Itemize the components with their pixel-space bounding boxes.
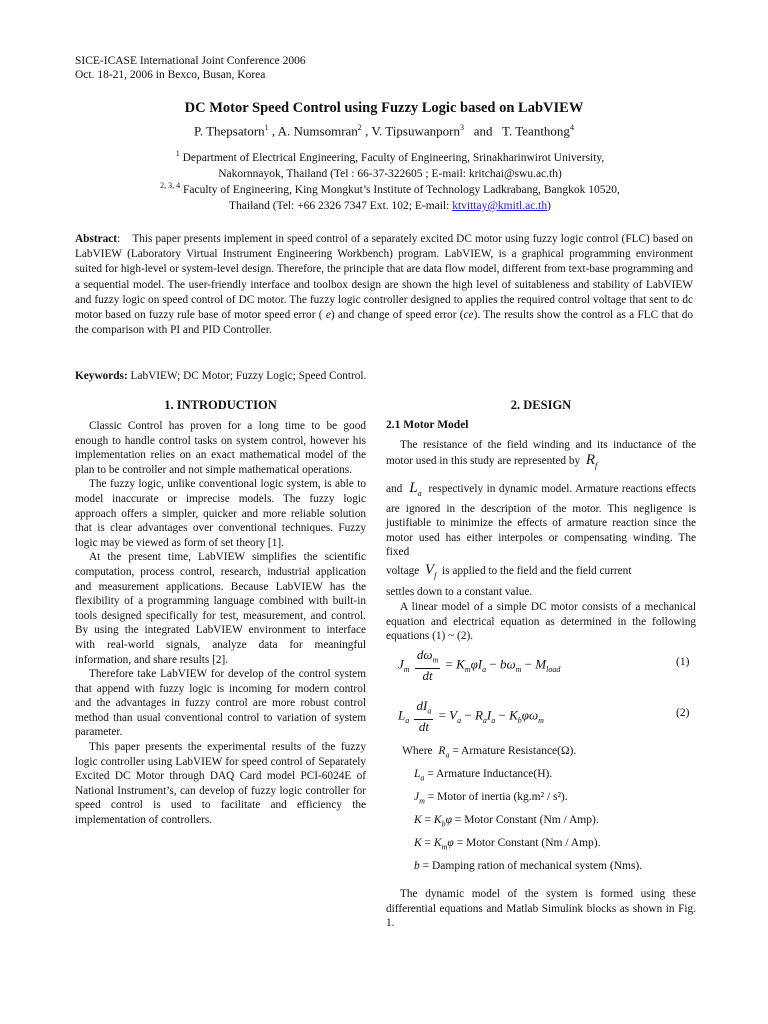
symbol-la: $L_a$ bbox=[409, 480, 422, 498]
equation-2: $L_a$ $\frac{dI_a}{dt}$ = $V_a - R_aI_a - K_b\varphi\omega_m$ bbox=[398, 698, 544, 734]
affiliation-1 bbox=[110, 146, 670, 182]
equation-2-number: (2) bbox=[676, 707, 690, 719]
conference-line-1: SICE-ICASE International Joint Conference 2006 bbox=[75, 55, 306, 67]
subsection-motor-model: 2.1 Motor Model bbox=[386, 419, 469, 431]
design-text-2 bbox=[386, 481, 696, 560]
design-text-4: settles down to a constant value. bbox=[386, 586, 533, 598]
where-6-unit: (Nms) bbox=[609, 860, 640, 872]
intro-heading: 1. INTRODUCTION bbox=[164, 398, 277, 412]
affiliation-2-line-2: Thailand (Tel: +66 2326 7347 Ext. 102; E-mail: bbox=[229, 199, 453, 212]
equation-1-number: (1) bbox=[676, 656, 690, 668]
email-link[interactable]: ktvittay@kmitl.ac.th bbox=[452, 199, 548, 212]
keywords-text: LabVIEW; DC Motor; Fuzzy Logic; Speed Control. bbox=[130, 370, 367, 382]
design-text-1-body: The resistance of the field winding and its inductance of the motor used in this study are represented by bbox=[386, 439, 696, 467]
affiliation-2-line-1: Faculty of Engineering, King Mongkut’s Institute of Technology Ladkrabang, Bangkok 10520, bbox=[183, 183, 620, 196]
design-text-1 bbox=[386, 438, 696, 473]
where-line-4: $K = K_b\varphi$ = Motor Constant (Nm / Amp). bbox=[414, 814, 599, 829]
affiliation-2-close: ) bbox=[547, 199, 551, 212]
affiliation-1-line-1: Department of Electrical Engineering, Faculty of Engineering, Srinakharinwirot University, bbox=[182, 151, 605, 164]
author-3: V. Tipsuwanporn bbox=[371, 123, 460, 139]
affiliation-2 bbox=[110, 178, 670, 214]
design-text-3 bbox=[386, 563, 696, 584]
keywords-label: Keywords: bbox=[75, 370, 128, 382]
intro-paragraph-3: At the present time, LabVIEW simplifies the scientific computation, process control, research, industrial application and measurement applications. Because LabVIEW has the flexibility of a programming language combined with built-in tools designed specifically for test, measurement, and control. By using the integrated LabVIEW environment to interface with real-world signals, analyze data for meaningful information, and share results [2]. bbox=[75, 551, 366, 666]
paper-title: DC Motor Speed Control using Fuzzy Logic based on LabVIEW bbox=[184, 100, 584, 116]
author-list: P. Thepsatorn$^1$ , A. Numsomran$^2$ , V. Tipsuwanporn$^3$ and T. Teanthong$^4$ bbox=[194, 123, 574, 139]
where-line-2: $L_a$ = Armature Inductance(H). bbox=[414, 768, 553, 783]
design-text-3-voltage: voltage bbox=[386, 565, 420, 577]
where-4-unit: (Nm / Amp) bbox=[539, 814, 596, 826]
where-5-desc: = Motor Constant bbox=[456, 837, 539, 849]
design-heading: 2. DESIGN bbox=[510, 398, 572, 412]
where-label: Where bbox=[402, 745, 433, 757]
abstract-label: Abstract bbox=[75, 233, 118, 245]
where-4-desc: = Motor Constant bbox=[454, 814, 537, 826]
design-final-paragraph: The dynamic model of the system is formed using these differential equations and Matlab Simulink blocks as shown in Fig. 1. bbox=[386, 888, 696, 930]
design-text-2-body: respectively in dynamic model. Armature reactions effects are ignored in the description of the motor. This negligence is justifiable to minimize the effects of armature reaction since the motor used has either interpoles or compensating winding. The fixed bbox=[386, 483, 696, 559]
design-text-5: A linear model of a simple DC motor consists of a mechanical equation and electrical equation as determined in the following equations (1) ~ (2). bbox=[386, 601, 696, 643]
abstract-symbol-ce: ce bbox=[463, 309, 474, 322]
intro-paragraph-5: This paper presents the experimental results of the fuzzy logic controller using LabVIEW for speed control of Separately Excited DC Motor through DAQ Card model PCI-6024E of National Instrument’s, can develop of fuzzy logic controller for speed control is used to facilitate and efficiency the implementation of controllers. bbox=[75, 741, 366, 827]
intro-paragraph-1: Classic Control has proven for a long time to be good enough to handle control tasks on system control, however his implementation relies on an exact mathematical model of the plan to be controller and not simple mathematical operations. bbox=[75, 420, 366, 476]
author-4-mark: 4 bbox=[569, 123, 574, 132]
where-3-unit: (kg.m² / s²) bbox=[513, 791, 565, 803]
where-line-3: $J_m$ = Motor of inertia (kg.m² / s²). bbox=[414, 791, 568, 806]
where-line-1: Where $R_a$ = Armature Resistance(Ω). bbox=[402, 745, 577, 760]
abstract-symbol-e: e bbox=[325, 309, 331, 322]
where-line-5: $K = K_m\varphi$ = Motor Constant (Nm / Amp). bbox=[414, 837, 601, 852]
intro-paragraph-2: The fuzzy logic, unlike conventional logic system, is able to model inaccurate or imprecise models. The fuzzy logic approach offers a simpler, quicker and more reliable solution that is clear advantages over conventional techniques. Fuzzy logic may be viewed as form of set theory [1]. bbox=[75, 478, 366, 549]
design-text-2-and: and bbox=[386, 483, 403, 495]
abstract-text-3: ). The results show the control as a FLC that do the comparison with PI and PID Controller. bbox=[75, 309, 693, 337]
symbol-vf: $V_f$ bbox=[424, 562, 437, 580]
author-3-mark: 3 bbox=[459, 123, 464, 132]
author-2-mark: 2 bbox=[357, 123, 362, 132]
author-and: and bbox=[473, 123, 493, 139]
where-line-6: b = Damping ration of mechanical system (Nms). bbox=[414, 860, 643, 872]
where-2-desc: = Armature Inductance bbox=[427, 768, 534, 780]
intro-paragraph-4: Therefore take LabVIEW for develop of the control system that append with fuzzy logic is incoming for modern control and the advantages in fuzzy control are more robust control method than usual conventional control to variation of system parameter. bbox=[75, 668, 366, 739]
affiliation-1-mark: 1 bbox=[175, 149, 180, 158]
affiliation-1-line-2: Nakornnayok, Thailand (Tel : 66-37-322605 ; E-mail: kritchai@swu.ac.th) bbox=[218, 167, 562, 180]
where-1-desc: = Armature Resistance bbox=[452, 745, 558, 757]
author-1: P. Thepsatorn bbox=[194, 123, 265, 139]
where-5-unit: (Nm / Amp) bbox=[541, 837, 598, 849]
design-text-3-body: is applied to the field and the field current bbox=[441, 565, 632, 577]
affiliation-2-mark: 2, 3, 4 bbox=[160, 181, 181, 190]
where-1-unit: (Ω) bbox=[557, 745, 574, 757]
where-2-unit: (H) bbox=[533, 768, 550, 780]
equation-1: $J_m$ $\frac{d\omega_m}{dt}$ = $K_m\varphi I_a - b\omega_m - M_{load}$ bbox=[398, 647, 561, 683]
abstract-text-1: This paper presents implement in speed control of a separately excited DC motor using fuzzy logic control (FLC) based on LabVIEW (Laboratory Virtual Instrument Engineering Workbench) program. LabVIEW, is a graphical programming environment suited for high-level or system-level design. Therefore, the principle that are data flow model, different from text-base programming and a sequential model. The user-friendly interface and toolbox design are shown the high level of suitableness and stability of LabVIEW and fuzzy logic on speed control of DC motor. The fuzzy logic controller designed to applies the required control voltage that sent to dc motor based on fuzzy rule base of motor speed error ( bbox=[75, 233, 693, 322]
abstract-text-2: ) and change of speed error ( bbox=[330, 309, 464, 322]
conference-header bbox=[75, 54, 306, 82]
keywords bbox=[75, 370, 366, 382]
where-3-desc: = Motor of inertia bbox=[427, 791, 511, 803]
symbol-rf: $R_f$ bbox=[585, 451, 598, 470]
author-4: T. Teanthong bbox=[502, 123, 570, 139]
author-1-mark: 1 bbox=[264, 123, 269, 132]
where-6-desc: = Damping ration of mechanical system bbox=[422, 860, 607, 872]
abstract: Abstract: This paper presents implement in speed control of a separately excited DC motor using fuzzy logic control (FLC) based on LabVIEW (Laboratory Virtual Instrument Engineering Workbench) program. LabVIEW, is a graphical programming environment suited for high-level or system-level design. Therefore, the principle that are data flow model, different from text-base programming and a sequential model. The user-friendly interface and toolbox design are shown the high level of suitableness and stability of LabVIEW and fuzzy logic on speed control of DC motor. The fuzzy logic controller designed to applies the required control voltage that sent to dc motor based on fuzzy rule base of motor speed error ( e) and change of speed error (ce). The results show the control as a FLC that do the comparison with PI and PID Controller. bbox=[75, 233, 693, 337]
author-2: A. Numsomran bbox=[277, 123, 358, 139]
conference-line-2: Oct. 18-21, 2006 in Bexco, Busan, Korea bbox=[75, 69, 266, 81]
intro-body bbox=[75, 419, 366, 828]
